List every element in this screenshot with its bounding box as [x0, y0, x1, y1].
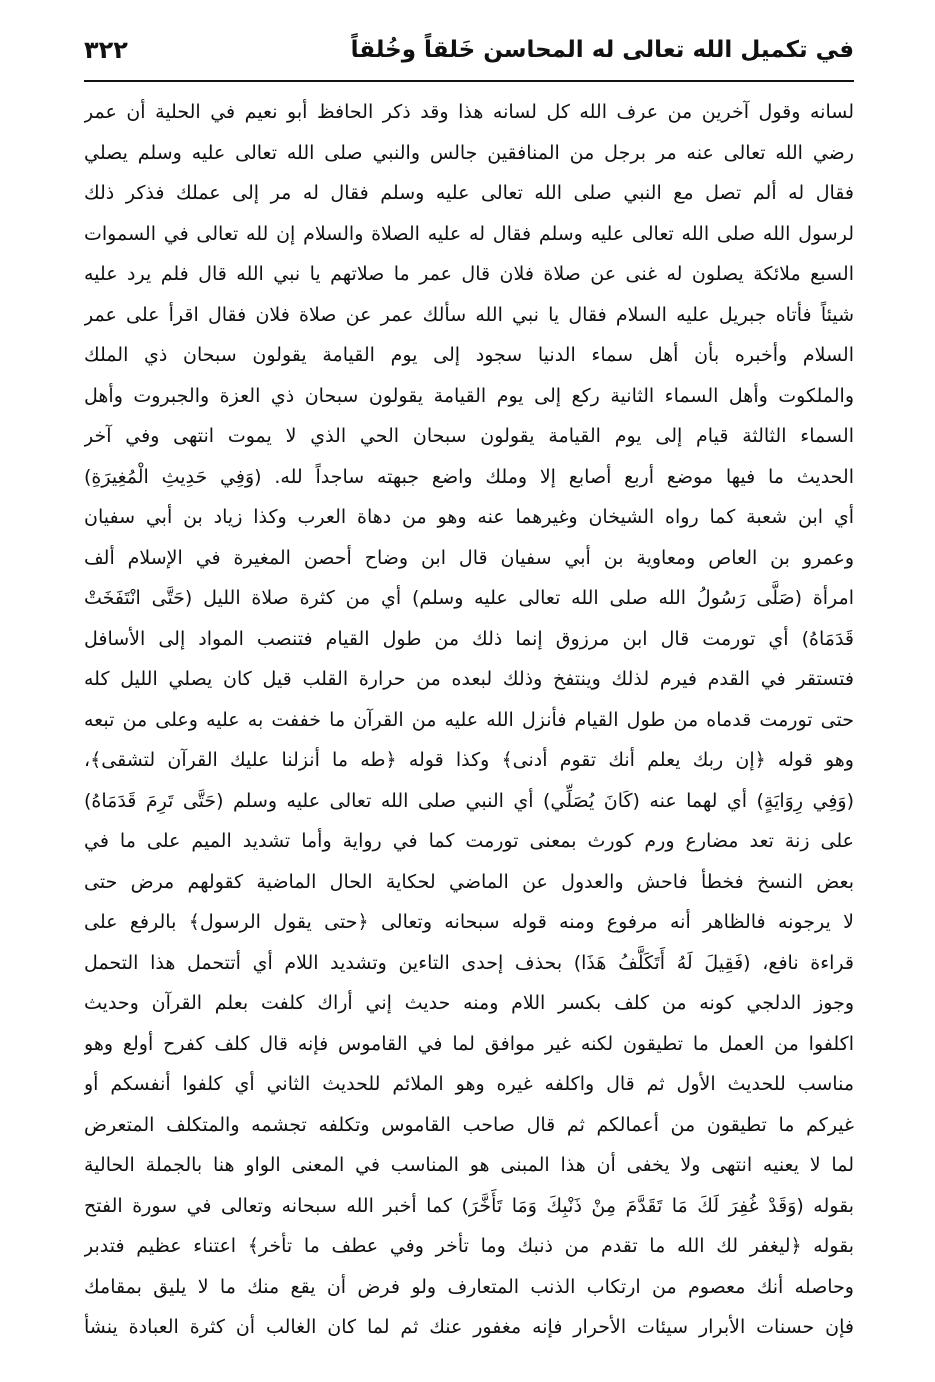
text-line: اكلفوا من العمل ما تطيقون لكنه غير موافق لما في القاموس فإنه قال كلف كفرح أولع وهو — [84, 1032, 854, 1055]
text-line: أي ابن شعبة كما رواه الشيخان وغيرهما عنه وهو من دهاة العرب وكذا زياد بن أبي سفيان — [84, 506, 854, 528]
text-line: فقال له ألم تصل مع النبي صلى الله تعالى عليه وسلم فقال له مر إلى عملك فذكر ذلك — [84, 182, 854, 204]
text-line: فتستقر في القدم فيرم لذلك وينتفخ وذلك لبعده من حرارة القلب قيل كان يصلي الليل كله — [84, 668, 854, 690]
header-divider — [84, 80, 854, 82]
page-header — [84, 28, 854, 76]
text-line: لسانه وقول آخرين من عرف الله كل لسانه هذا وقد ذكر الحافظ أبو نعيم في الحلية أن عمر — [84, 101, 854, 123]
text-line: وحاصله أنك معصوم من ارتكاب الذنب المتعارف ولو فرض أن يقع منك ما لا يليق بمقامك — [84, 1275, 854, 1298]
text-line: السماء الثالثة قيام إلى يوم القيامة يقولون سبحان الحي الذي لا يموت انتهى وفي آخر — [84, 425, 854, 447]
text-line: وجوز الدلجي كونه من كلف بكسر اللام ومنه حديث إني أراك كلفت بعلم القرآن وحديث — [84, 992, 854, 1014]
text-line: بعض النسخ فخطأ فاحش والعدول عن الماضي لحكاية الحال الماضية كقولهم مرض حتى — [84, 870, 854, 893]
text-line: حتى تورمت قدماه من طول القيام فأنزل الله عليه من القرآن ما خففت به عليه وعلى من تبعه — [84, 708, 854, 731]
text-line: مناسب للحديث الأول ثم قال واكلفه غيره وهو الملائم للحديث الثاني أي كلفوا أنفسكم أو — [84, 1073, 854, 1095]
body-text — [84, 92, 854, 1348]
text-line: غيركم ما تطيقون من أعمالكم ثم قال صاحب القاموس وتكلفه تجشمه والمتكلف المتعرض — [84, 1113, 854, 1136]
text-line: بقوله (وَقَدْ غُفِرَ لَكَ مَا تَقَدَّمَ مِنْ ذَنْبِكَ وَمَا تَأَخَّرَ) كما أخبر الله سبحانه وتعالى في سورة الفتح — [84, 1194, 854, 1217]
text-line: بقوله ﴿ليغفر لك الله ما تقدم من ذنبك وما تأخر وفي عطف ما تأخر﴾ اعتناء عظيم فتدبر — [84, 1235, 854, 1257]
text-line: الحديث ما فيها موضع أربع أصابع إلا وملك واضع جبهته ساجداً لله. (وَفِي حَدِيثِ الْمُغِيرَةِ) — [84, 465, 854, 488]
text-line: والملكوت وأهل السماء الثانية ركع إلى يوم القيامة يقولون سبحان ذي العزة والجبروت وأهل — [84, 384, 854, 407]
text-line: السبع ملائكة يصلون له غنى عن صلاة فلان قال عمر ما صلاتهم يا نبي الله قال فلم يرد عليه — [84, 263, 854, 285]
text-line: فإن حسنات الأبرار سيئات الأحرار فإنه مغفور عنك ثم لما كان الغالب أن كثرة العبادة ينشأ — [84, 1316, 854, 1338]
text-line: لما لا يعنيه انتهى ولا يخفى أن هذا المبنى هو المناسب في المعنى الواو هنا بالجملة الحالية — [84, 1154, 854, 1176]
text-line: على زنة تعد مضارع ورم كورث بمعنى تورمت كما في رواية وأما تشديد الميم على ما في — [84, 830, 854, 852]
text-line: لرسول الله صلى الله تعالى عليه وسلم فقال له عليه الصلاة والسلام إن لله تعالى في السموات — [84, 222, 854, 245]
text-line: لا يرجونه فالظاهر أنه مرفوع ومنه قوله سبحانه وتعالى ﴿حتى يقول الرسول﴾ بالرفع على — [84, 911, 854, 933]
page-number: ٣٢٢ — [84, 36, 128, 64]
text-line: رضي الله تعالى عنه مر برجل من المنافقين جالس والنبي صلى الله تعالى عليه وسلم يصلي — [84, 141, 854, 164]
text-line: قَدَمَاهُ) أي تورمت قال ابن مرزوق إنما ذلك من طول القيام فتنصب المواد إلى الأسافل — [84, 627, 854, 650]
text-line: وهو قوله ﴿إن ربك يعلم أنك تقوم أدنى﴾ وكذا قوله ﴿طه ما أنزلنا عليك القرآن لتشقى﴾، — [84, 749, 854, 771]
text-line: امرأة (صَلَّى رَسُولُ الله صلى الله تعالى عليه وسلم) أي من كثرة صلاة الليل (حَتَّى انْتَفَخَتْ — [84, 587, 854, 609]
text-line: شيئاً فأتاه جبريل عليه السلام فقال يا نبي الله سألك عمر عن صلاة فلان فقال اقرأ على عمر — [84, 303, 854, 326]
text-line: (وَفِي رِوَايَةٍ) أي لهما عنه (كَانَ يُصَلِّي) أي النبي صلى الله تعالى عليه وسلم (حَتَّى تَرِمَ قَدَمَاهُ) — [84, 789, 854, 812]
text-line: السلام وأخبره بأن أهل سماء الدنيا سجود إلى يوم القيامة يقولون سبحان ذي الملك — [84, 344, 854, 366]
text-line: وعمرو بن العاص ومعاوية بن أبي سفيان قال ابن وضاح أحصن المغيرة في الإسلام ألف — [84, 546, 854, 569]
running-title: في تكميل الله تعالى له المحاسن خَلقاً وخُلقاً — [350, 37, 854, 63]
text-line: قراءة نافع، (فَقِيلَ لَهُ أَتَكَلَّفُ هَذَا) بحذف إحدى التاءين وتشديد اللام أي أتتحمل هذا التحمل — [84, 951, 854, 974]
